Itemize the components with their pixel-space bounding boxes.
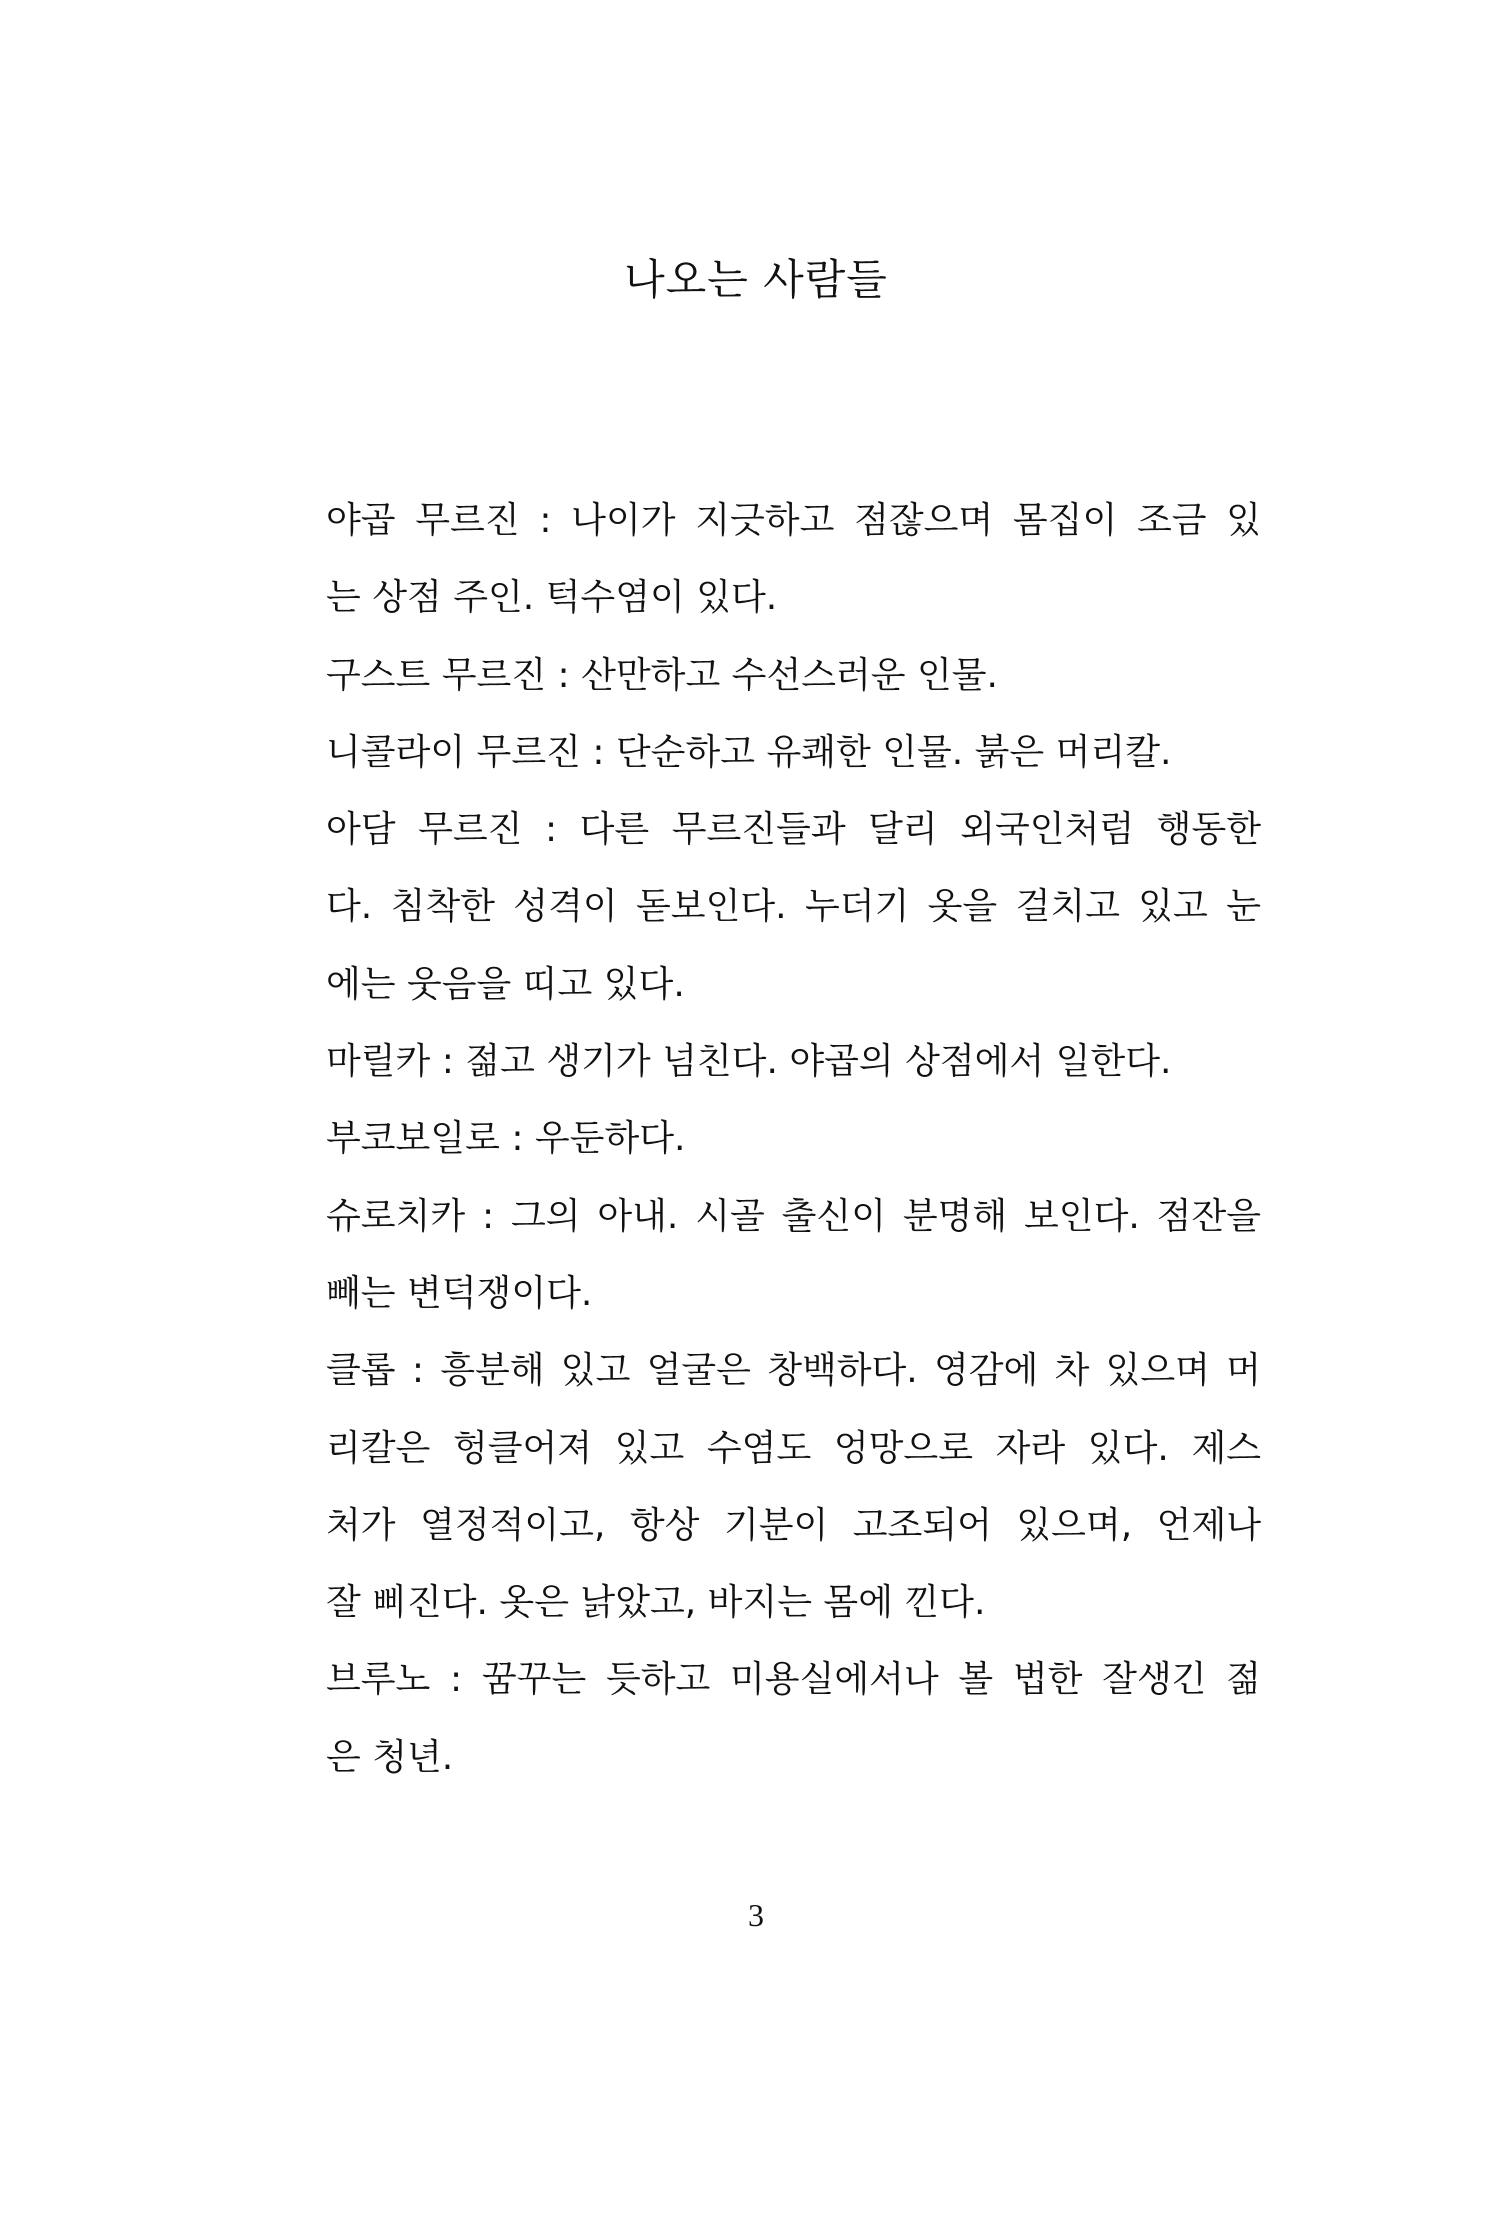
text-line: 구스트 무르진 : 산만하고 수선스러운 인물. [326,654,998,696]
cast-entry-jacob-murzin [326,482,1261,637]
text-line: 는 상점 주인. 턱수염이 있다. [326,577,778,619]
text-line: 클롭 : 흥분해 있고 얼굴은 창백하다. 영감에 차 있으며 머 [326,1350,1261,1392]
text-line: 다. 침착한 성격이 돋보인다. 누더기 옷을 걸치고 있고 눈 [326,886,1261,928]
text-line: 잘 삐진다. 옷은 낡았고, 바지는 몸에 낀다. [326,1582,986,1624]
cast-list [326,482,1261,1796]
text-line: 아담 무르진 : 다른 무르진들과 달리 외국인처럼 행동한 [326,809,1261,851]
cast-entry-gust-murzin [326,637,1261,714]
cast-entry-bruno [326,1641,1261,1796]
page-title: 나오는 사람들 [624,255,888,304]
cast-entry-bukovoilo [326,1100,1261,1177]
text-line: 리칼은 헝클어져 있고 수염도 엉망으로 자라 있다. 제스 [326,1427,1261,1469]
text-line: 야곱 무르진 : 나이가 지긋하고 점잖으며 몸집이 조금 있 [326,500,1261,541]
text-line: 브루노 : 꿈꾸는 듯하고 미용실에서나 볼 법한 잘생긴 젊 [326,1659,1261,1701]
cast-entry-klop [326,1332,1261,1641]
text-line: 은 청년. [326,1736,454,1778]
cast-entry-adam-murzin [326,791,1261,1023]
text-line: 에는 웃음을 띠고 있다. [326,963,685,1005]
text-line: 마릴카 : 젊고 생기가 넘친다. 야곱의 상점에서 일한다. [326,1041,1172,1083]
text-line: 니콜라이 무르진 : 단순하고 유쾌한 인물. 붉은 머리칼. [326,731,1172,773]
page-number: 3 [748,1897,764,1933]
cast-entry-shurochka [326,1178,1261,1333]
text-line: 처가 열정적이고, 항상 기분이 고조되어 있으며, 언제나 [326,1504,1261,1546]
cast-entry-marilka [326,1023,1261,1100]
text-line: 슈로치카 : 그의 아내. 시골 출신이 분명해 보인다. 점잔을 [326,1195,1261,1237]
cast-entry-nikolai-murzin [326,714,1261,791]
text-line: 부코보일로 : 우둔하다. [326,1118,686,1160]
text-line: 빼는 변덕쟁이다. [326,1272,593,1314]
